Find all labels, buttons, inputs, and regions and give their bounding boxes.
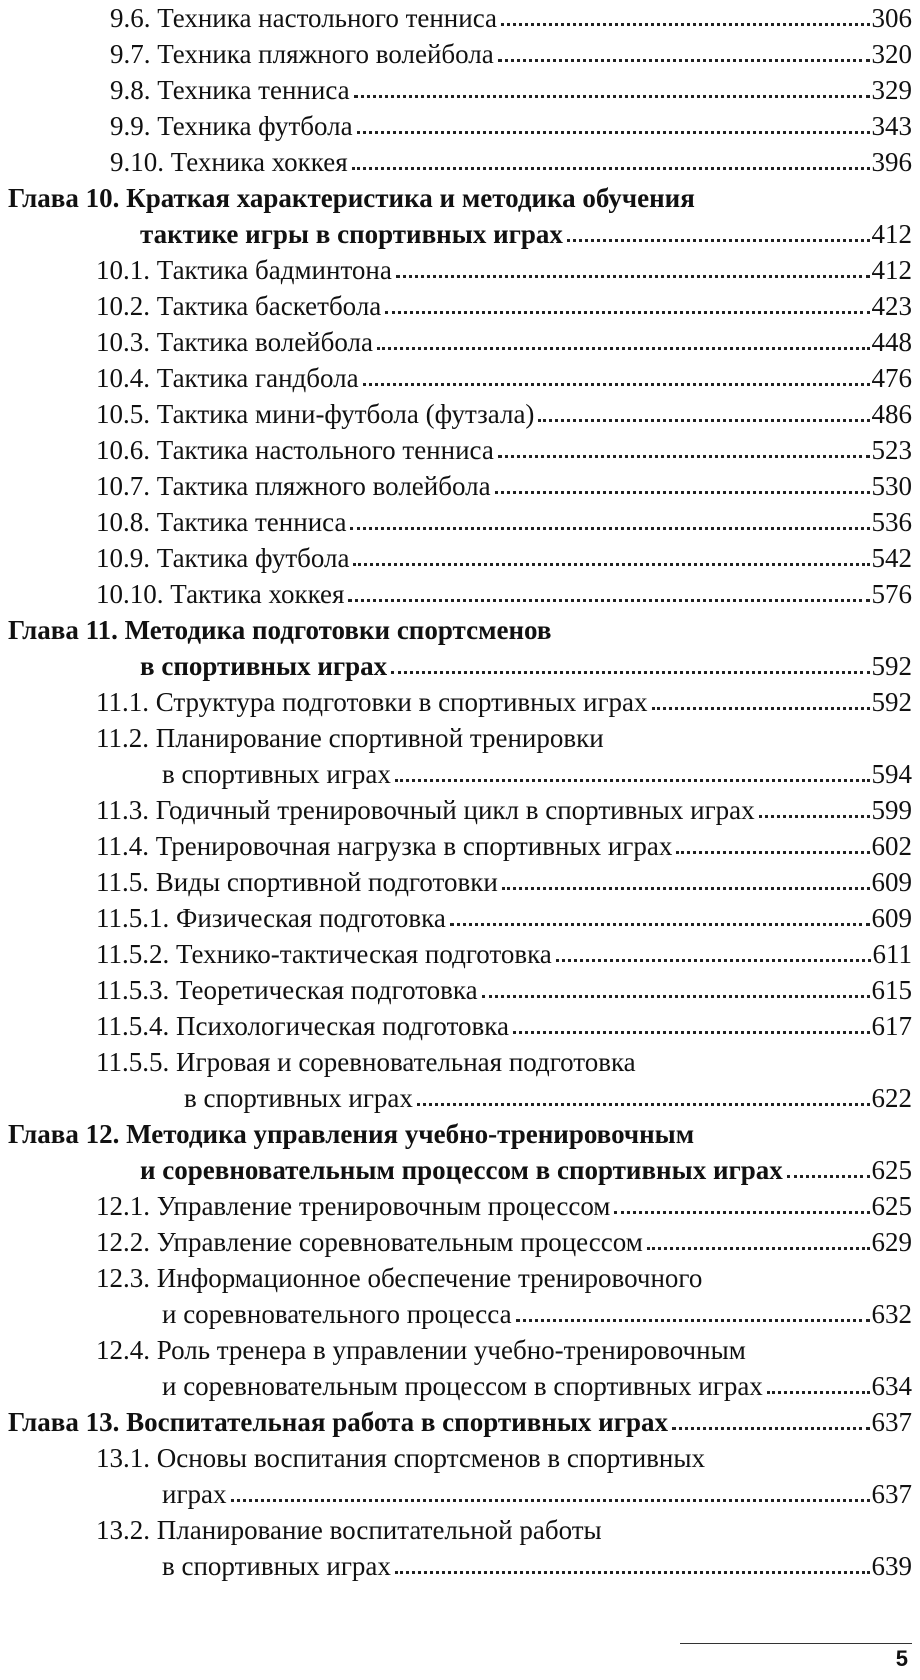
toc-section-entry (8, 144, 912, 180)
dot-leader (767, 1390, 870, 1394)
toc-page-number: 617 (871, 1011, 912, 1041)
toc-entry-title: 12.3. Информационное обеспечение тренировочного (96, 1263, 703, 1293)
footer-rule (680, 1643, 912, 1644)
dot-leader (498, 58, 870, 62)
toc-page-number: 594 (871, 759, 912, 789)
dot-leader (672, 1426, 870, 1430)
toc-entry-title: играх (162, 1479, 227, 1509)
toc-page-number: 448 (871, 327, 912, 357)
toc-entry-title: 11.5.3. Теоретическая подготовка (96, 975, 478, 1005)
toc-entry-title: 9.10. Техника хоккея (110, 147, 348, 177)
dot-leader (377, 346, 870, 350)
dot-leader (498, 454, 870, 458)
toc-section-entry (8, 792, 912, 828)
toc-section-entry (8, 1008, 912, 1044)
toc-entry-title: 10.6. Тактика настольного тенниса (96, 435, 494, 465)
toc-page-number: 625 (871, 1191, 912, 1221)
toc-entry-title: 11.5.2. Технико-тактическая подготовка (96, 939, 552, 969)
toc-entry-title: 11.2. Планирование спортивной тренировки (96, 723, 604, 753)
toc-chapter-entry (8, 216, 912, 252)
toc-page-number: 523 (871, 435, 912, 465)
toc-section-entry (8, 828, 912, 864)
toc-section-entry (8, 1260, 912, 1296)
toc-entry-title: 10.7. Тактика пляжного волейбола (96, 471, 491, 501)
toc-entry-title: 9.8. Техника тенниса (110, 75, 350, 105)
dot-leader (538, 418, 869, 422)
dot-leader (652, 706, 870, 710)
toc-page-number: 576 (871, 579, 912, 609)
toc-entry-title: 11.5. Виды спортивной подготовки (96, 867, 498, 897)
dot-leader (395, 1570, 870, 1574)
toc-section-entry (8, 864, 912, 900)
toc-section-entry (8, 324, 912, 360)
toc-page-number: 611 (872, 939, 912, 969)
toc-entry-title: 13.1. Основы воспитания спортсменов в спортивных (96, 1443, 705, 1473)
dot-leader (353, 562, 869, 566)
toc-entry-title: 12.4. Роль тренера в управлении учебно-тренировочным (96, 1335, 746, 1365)
dot-leader (352, 166, 870, 170)
dot-leader (513, 1030, 870, 1034)
toc-page-number: 306 (871, 3, 912, 33)
toc-section-entry (8, 1188, 912, 1224)
toc-entry-title: 11.5.4. Психологическая подготовка (96, 1011, 509, 1041)
toc-section-entry (8, 540, 912, 576)
dot-leader (676, 850, 869, 854)
dot-leader (647, 1246, 870, 1250)
toc-page-number: 486 (871, 399, 912, 429)
toc-entry-title: 10.4. Тактика гандбола (96, 363, 359, 393)
dot-leader (502, 886, 870, 890)
dot-leader (495, 490, 870, 494)
toc-page-number: 634 (871, 1371, 912, 1401)
toc-entry-title: 11.3. Годичный тренировочный цикл в спортивных играх (96, 795, 755, 825)
toc-page-number: 639 (871, 1551, 912, 1581)
toc-section-entry (8, 756, 912, 792)
toc-entry-title: 11.1. Структура подготовки в спортивных играх (96, 687, 648, 717)
toc-page-number: 329 (871, 75, 912, 105)
toc-section-entry (8, 504, 912, 540)
toc-section-entry (8, 720, 912, 756)
dot-leader (363, 382, 870, 386)
toc-entry-title: 9.6. Техника настольного тенниса (110, 3, 498, 33)
toc-section-entry (8, 72, 912, 108)
toc-section-entry (8, 108, 912, 144)
toc-entry-title: 10.10. Тактика хоккея (96, 579, 345, 609)
toc-entry-title: и соревновательным процессом в спортивных играх (162, 1371, 763, 1401)
toc-entry-title: 10.1. Тактика бадминтона (96, 255, 392, 285)
toc-entry-title: Глава 11. Методика подготовки спортсменов (8, 615, 552, 645)
toc-entry-title: Глава 12. Методика управления учебно-тренировочным (8, 1119, 695, 1149)
toc-section-entry (8, 1224, 912, 1260)
toc-section-entry (8, 1548, 912, 1584)
toc-section-entry (8, 468, 912, 504)
toc-section-entry (8, 1512, 912, 1548)
toc-entry-title: и соревновательного процесса (162, 1299, 512, 1329)
toc-page-number: 629 (871, 1227, 912, 1257)
toc-page-number: 530 (871, 471, 912, 501)
toc-entry-title: 10.5. Тактика мини-футбола (футзала) (96, 399, 535, 429)
toc-chapter-entry (8, 180, 912, 216)
dot-leader (482, 994, 870, 998)
toc-entry-title: в спортивных играх (184, 1083, 413, 1113)
toc-page-number: 423 (871, 291, 912, 321)
toc-section-entry (8, 1368, 912, 1404)
toc-entry-title: 9.7. Техника пляжного волейбола (110, 39, 494, 69)
toc-entry-title: 11.4. Тренировочная нагрузка в спортивных играх (96, 831, 673, 861)
dot-leader (501, 22, 869, 26)
toc-section-entry (8, 288, 912, 324)
toc-chapter-entry (8, 1152, 912, 1188)
toc-section-entry (8, 1044, 912, 1080)
toc-page-number: 320 (871, 39, 912, 69)
dot-leader (348, 598, 869, 602)
toc-chapter-entry (8, 612, 912, 648)
toc-page-number: 476 (871, 363, 912, 393)
toc-section-entry (8, 0, 912, 36)
dot-leader (231, 1498, 870, 1502)
dot-leader (450, 922, 870, 926)
toc-entry-title: Глава 13. Воспитательная работа в спортивных играх (8, 1407, 668, 1437)
toc-page-number: 542 (871, 543, 912, 573)
toc-entry-title: 11.5.1. Физическая подготовка (96, 903, 446, 933)
toc-section-entry (8, 576, 912, 612)
dot-leader (396, 274, 870, 278)
toc-section-entry (8, 972, 912, 1008)
toc-page-number: 536 (871, 507, 912, 537)
toc-page-number: 625 (871, 1155, 912, 1185)
toc-section-entry (8, 1296, 912, 1332)
toc-page-number: 343 (871, 111, 912, 141)
toc-page-number: 592 (871, 651, 912, 681)
dot-leader (350, 526, 869, 530)
dot-leader (787, 1174, 870, 1178)
dot-leader (556, 958, 871, 962)
dot-leader (417, 1102, 870, 1106)
toc-page-number: 615 (871, 975, 912, 1005)
toc-section-entry (8, 36, 912, 72)
toc-entry-title: 10.2. Тактика баскетбола (96, 291, 382, 321)
toc-page-number: 592 (871, 687, 912, 717)
dot-leader (516, 1318, 870, 1322)
toc-page-number: 632 (871, 1299, 912, 1329)
toc-page-number: 602 (871, 831, 912, 861)
toc-page-number: 609 (871, 903, 912, 933)
toc-entry-title: 10.9. Тактика футбола (96, 543, 350, 573)
dot-leader (385, 310, 869, 314)
toc-chapter-entry (8, 1404, 912, 1440)
toc-page-number: 412 (871, 219, 912, 249)
toc-entry-title: 12.2. Управление соревновательным процессом (96, 1227, 643, 1257)
toc-entry-title: в спортивных играх (162, 1551, 391, 1581)
dot-leader (354, 94, 870, 98)
dot-leader (614, 1210, 869, 1214)
toc-chapter-entry (8, 1116, 912, 1152)
toc-page-number: 637 (871, 1479, 912, 1509)
toc-entry-title: и соревновательным процессом в спортивных играх (140, 1155, 783, 1185)
toc-entry-title: 10.3. Тактика волейбола (96, 327, 373, 357)
toc-section-entry (8, 1440, 912, 1476)
toc-section-entry (8, 900, 912, 936)
toc-page-number: 637 (871, 1407, 912, 1437)
toc-section-entry (8, 396, 912, 432)
toc-chapter-entry (8, 648, 912, 684)
toc-section-entry (8, 1476, 912, 1512)
toc-page-number: 609 (871, 867, 912, 897)
dot-leader (759, 814, 870, 818)
dot-leader (395, 778, 870, 782)
toc-entry-title: 9.9. Техника футбола (110, 111, 353, 141)
dot-leader (391, 670, 869, 674)
toc-page-number: 622 (871, 1083, 912, 1113)
toc-page-number: 412 (871, 255, 912, 285)
dot-leader (357, 130, 870, 134)
toc-entry-title: 11.5.5. Игровая и соревновательная подготовка (96, 1047, 636, 1077)
dot-leader (567, 238, 870, 242)
toc-entry-title: в спортивных играх (162, 759, 391, 789)
toc-entry-title: 10.8. Тактика тенниса (96, 507, 347, 537)
toc-entry-title: 12.1. Управление тренировочным процессом (96, 1191, 611, 1221)
toc-section-entry (8, 1332, 912, 1368)
toc-entry-title: Глава 10. Краткая характеристика и методика обучения (8, 183, 695, 213)
toc-page-number: 396 (871, 147, 912, 177)
toc-entry-title: тактике игры в спортивных играх (140, 219, 563, 249)
toc-section-entry (8, 684, 912, 720)
toc-page-number: 599 (871, 795, 912, 825)
toc-section-entry (8, 360, 912, 396)
toc-section-entry (8, 1080, 912, 1116)
toc-entry-title: 13.2. Планирование воспитательной работы (96, 1515, 602, 1545)
toc-section-entry (8, 252, 912, 288)
page-number: 5 (895, 1646, 908, 1671)
toc-section-entry (8, 936, 912, 972)
toc-entry-title: в спортивных играх (140, 651, 388, 681)
table-of-contents (8, 0, 912, 1584)
toc-section-entry (8, 432, 912, 468)
